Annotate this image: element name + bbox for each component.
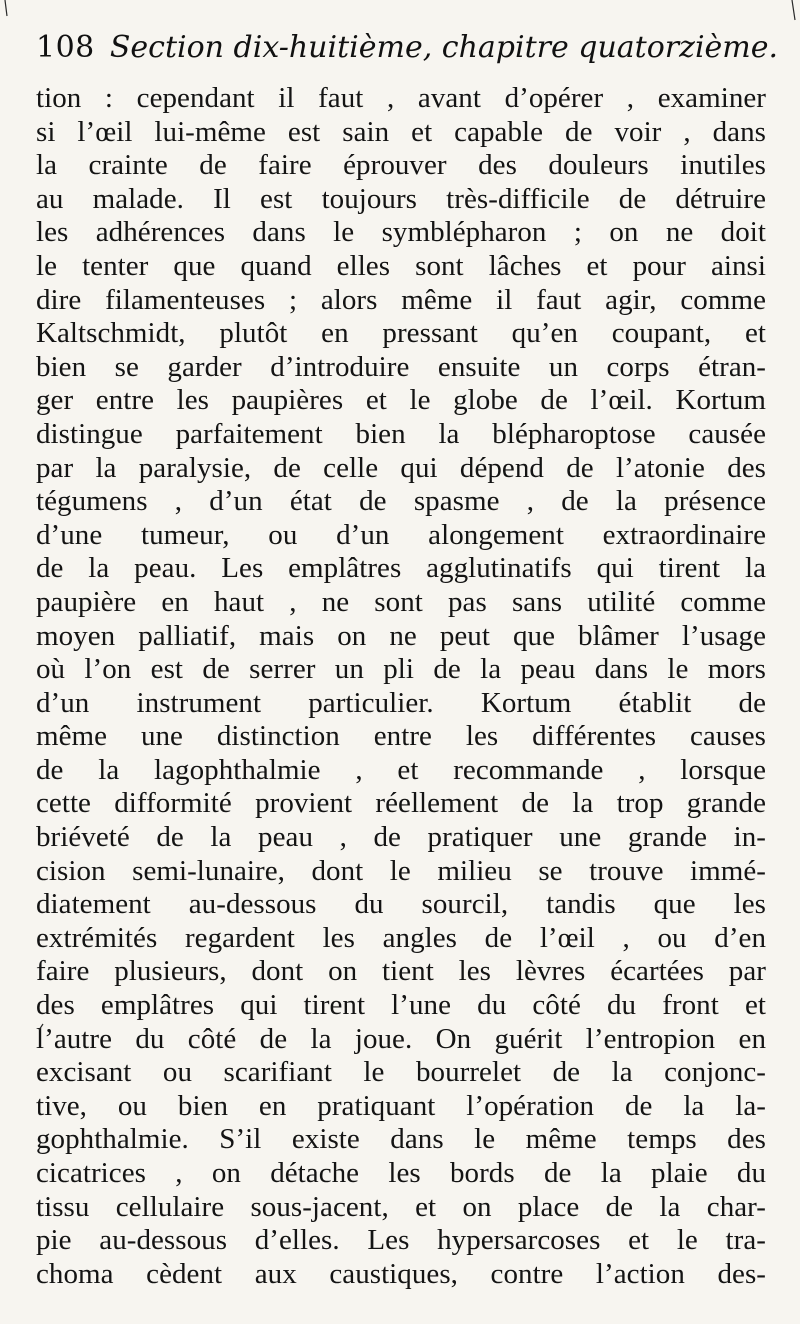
running-title: Section dix-huitième, chapitre quatorzième. [109,30,779,65]
text-line: diatement au-dessous du sourcil, tandis que les [36,888,766,921]
text-line: Kaltschmidt, plutôt en pressant qu’en coupant, et [36,317,766,350]
text-line: même une distinction entre les différentes causes [36,720,766,753]
text-line: moyen palliatif, mais on ne peut que blâmer l’usage [36,619,766,652]
text-line: gophthalmie. S’il existe dans le même temps des [36,1123,766,1156]
text-line: extrémités regardent les angles de l’œil , ou d’en [36,921,766,954]
text-line: de la lagophthalmie , et recommande , lorsque [36,753,766,786]
text-line: cette difformité provient réellement de la trop grande [36,787,766,820]
text-line: ger entre les paupières et le globe de l’œil. Kortum [36,384,766,417]
text-line: cision semi-lunaire, dont le milieu se trouve immé- [36,854,766,887]
text-line: distingue parfaitement bien la blépharoptose causée [36,417,766,450]
text-line: excisant ou scarifiant le bourrelet de la conjonc- [36,1056,766,1089]
text-line: dire filamenteuses ; alors même il faut agir, comme [36,283,766,316]
text-line: la crainte de faire éprouver des douleurs inutiles [36,149,766,182]
text-line: des emplâtres qui tirent l’une du côté du front et [36,989,766,1022]
text-line: briéveté de la peau , de pratiquer une grande in- [36,821,766,854]
text-line: bien se garder d’introduire ensuite un corps étran- [36,350,766,383]
text-line: cicatrices , on détache les bords de la plaie du [36,1157,766,1189]
text-line: le tenter que quand elles sont lâches et pour ainsi [36,249,766,282]
text-line: l’autre du côté de la joue. On guérit l’entropion en [36,1022,766,1055]
text-line: tégumens , d’un état de spasme , de la présence [36,485,766,518]
text-line: de la peau. Les emplâtres agglutinatifs qui tirent la [36,552,766,585]
running-head [36,30,779,80]
body-text [36,82,766,1291]
text-line: tive, ou bien en pratiquant l’opération de la la- [36,1089,766,1122]
text-line: au malade. Il est toujours très-difficile de détruire [36,182,766,215]
right-edge-mark [792,0,795,20]
text-line: pie au-dessous d’elles. Les hypersarcoses et le tra- [36,1224,766,1257]
text-line: faire plusieurs, dont on tient les lèvres écartées par [36,955,766,988]
text-line: tissu cellulaire sous-jacent, et on place de la char- [36,1190,766,1223]
text-line: si l’œil lui-même est sain et capable de voir , dans [36,115,766,148]
text-line: les adhérences dans le symblépharon ; on ne doit [36,216,766,249]
left-gutter-mark [5,0,7,16]
text-line: d’un instrument particulier. Kortum établit de [36,686,766,719]
text-line: d’une tumeur, ou d’un alongement extraordinaire [36,518,766,551]
text-line: par la paralysie, de celle qui dépend de l’atonie des [36,451,766,484]
text-line: choma cèdent aux caustiques, contre l’action des- [36,1257,766,1290]
text-line: paupière en haut , ne sont pas sans utilité comme [36,585,766,618]
text-line: tion : cependant il faut , avant d’opérer , examiner [36,82,766,114]
page-number: 108 [36,30,95,65]
text-line: où l’on est de serrer un pli de la peau dans le mors [36,653,766,686]
